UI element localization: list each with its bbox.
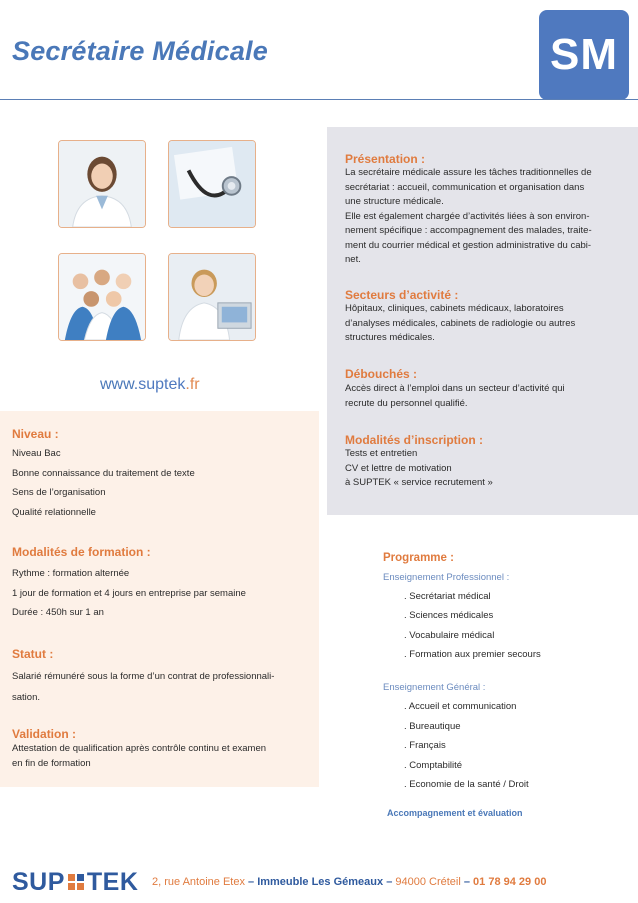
presentation-text: La secrétaire médicale assure les tâches traditionnelles de secrétariat : accueil, communication et organisation dans une structure médicale. Elle est également chargée d’activités liées à son environ- nement spécifique : accompagnement des malades, traite- ment du courrier médical et gestion administrative du cabi- net. [345, 167, 592, 265]
validation-heading: Validation : [12, 727, 77, 741]
nurse-photo [168, 253, 256, 341]
validation-text: Attestation de qualification après contrôle continu et examen en fin de formation [12, 743, 267, 769]
secteurs-text: Hôpitaux, cliniques, cabinets médicaux, laboratoires d’analyses médicales, cabinets de radiologie ou autres structures médicales. [345, 303, 576, 343]
website-tld: .fr [185, 376, 200, 393]
programme-heading: Programme : [383, 552, 454, 564]
debouches-heading: Débouchés : [345, 367, 418, 381]
programme-item: . Economie de la santé / Droit [404, 779, 529, 790]
programme-item: . Sciences médicales [404, 610, 494, 621]
statut-text: Salarié rémunéré sous la forme d’un contrat de professionnali- sation. [12, 671, 275, 703]
niveau-text: Niveau Bac Bonne connaissance du traitement de texte Sens de l’organisation Qualité relationnelle [12, 448, 195, 518]
niveau-heading: Niveau : [12, 427, 59, 441]
enseignement-professionnel-label: Enseignement Professionnel : [383, 572, 510, 583]
doctor-photo [58, 140, 146, 228]
accompagnement-label: Accompagnement et évaluation [387, 808, 523, 818]
inscription-heading: Modalités d’inscription : [345, 433, 484, 447]
logo-text-right: TEK [86, 867, 139, 896]
sm-badge: SM [539, 10, 629, 100]
logo-text-left: SUP [12, 867, 65, 896]
suptek-logo [12, 868, 138, 896]
footer-phone: 01 78 94 29 00 [473, 876, 547, 888]
stethoscope-photo [168, 140, 256, 228]
programme-item: . Bureautique [404, 721, 461, 732]
programme-item: . Formation aux premier secours [404, 649, 541, 660]
website-link[interactable] [100, 376, 200, 394]
footer-address: 2, rue Antoine Etex – Immeuble Les Gémeaux – 94000 Créteil – 01 78 94 29 00 [152, 876, 547, 888]
programme-item: . Comptabilité [404, 760, 463, 771]
programme-item: . Accueil et communication [404, 701, 517, 712]
website-name: suptek [138, 376, 186, 393]
enseignement-general-label: Enseignement Général : [383, 682, 486, 693]
title-divider [0, 99, 638, 100]
programme-item: . Vocabulaire médical [404, 630, 495, 641]
inscription-text: Tests et entretien CV et lettre de motivation à SUPTEK « service recrutement » [345, 448, 493, 488]
programme-item: . Secrétariat médical [404, 591, 491, 602]
statut-heading: Statut : [12, 647, 54, 661]
secteurs-heading: Secteurs d’activité : [345, 288, 459, 302]
formation-heading: Modalités de formation : [12, 545, 151, 559]
formation-text: Rythme : formation alternée 1 jour de formation et 4 jours en entreprise par semaine Durée : 450h sur 1 an [12, 568, 246, 618]
page-title: Secrétaire Médicale [12, 36, 268, 66]
debouches-text: Accès direct à l’emploi dans un secteur d’activité qui recrute du personnel qualifié. [345, 383, 565, 409]
programme-item: . Français [404, 740, 446, 751]
logo-dots-icon [68, 874, 84, 890]
presentation-heading: Présentation : [345, 152, 426, 166]
website-prefix: www. [100, 376, 139, 393]
medical-team-photo [58, 253, 146, 341]
